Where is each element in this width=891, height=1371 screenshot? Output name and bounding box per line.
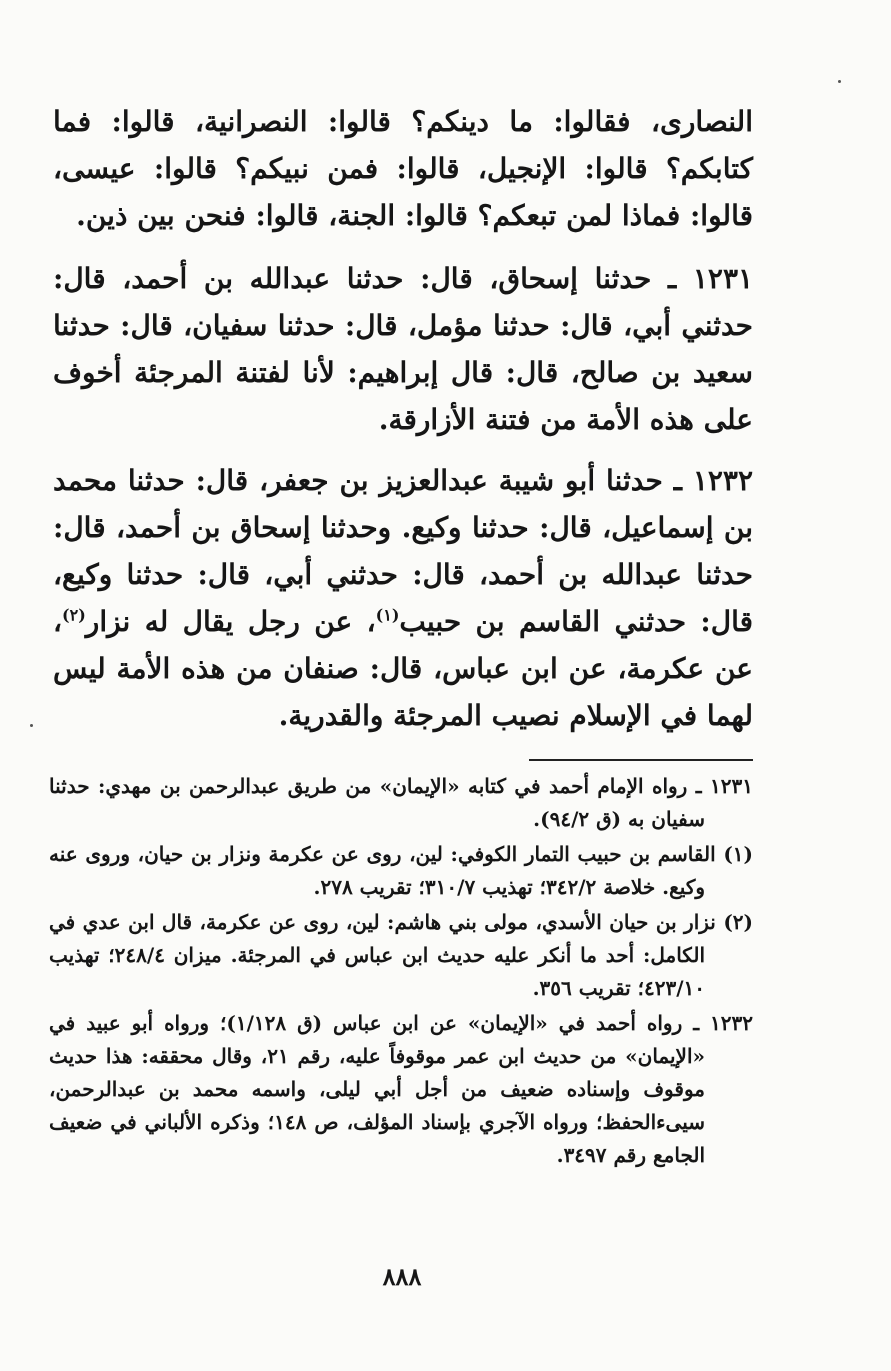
footnote-label: ١٢٣١ ـ: [695, 774, 754, 798]
footnotes: [49, 770, 753, 1174]
footnote-label: (١): [723, 842, 754, 866]
hadith-number-1231: ١٢٣١ ـ: [668, 262, 754, 295]
footnote-text: رواه أحمد في «الإيمان» عن ابن عباس (ق ١/١٢٨)؛ ورواه أبو عبيد في «الإيمان» من حديث ابن عمر موقوفاً عليه، رقم ٢١، وقال محققه: هذا حديث موقوف وإسناده ضعيف من أجل أبي ليلى، واسمه محمد بن عبدالرحمن، سيىءالحفظ؛ ورواه الآجري بإسناد المؤلف، ص ١٤٨؛ وذكره الألباني في ضعيف الجامع رقم ٣٤٩٧.: [49, 1011, 705, 1167]
hadith-text-1232-part2: ، عن رجل يقال له نزار: [85, 605, 376, 638]
footnote-text: القاسم بن حبيب التمار الكوفي: لين، روى عن عكرمة ونزار بن حيان، وروى عنه وكيع. خلاصة ٣٤٢/٢؛ تهذيب ٣١٠/٧؛ تقريب ٢٧٨.: [49, 842, 716, 899]
paragraph-continuation: النصارى، فقالوا: ما دينكم؟ قالوا: النصرانية، قالوا: فما كتابكم؟ قالوا: الإنجيل، قالوا: فمن نبيكم؟ قالوا: عيسى، قالوا: فماذا لمن تبعكم؟ قالوا: الجنة، قالوا: فنحن بين ذين.: [53, 105, 753, 232]
main-text: [53, 98, 753, 753]
footnote-divider: [529, 759, 753, 761]
footnote-text: رواه الإمام أحمد في كتابه «الإيمان» من طريق عبدالرحمن بن مهدي: حدثنا سفيان به (ق ٩٤/٢).: [49, 774, 705, 831]
footnote-1: [49, 838, 753, 904]
footnote-ref-2: (٢): [62, 605, 86, 625]
hadith-1232: [53, 457, 753, 739]
hadith-number-1232: ١٢٣٢ ـ: [673, 464, 753, 497]
footnote-label: (٢): [723, 910, 753, 934]
hadith-text-1231: حدثنا إسحاق، قال: حدثنا عبدالله بن أحمد، قال: حدثني أبي، قال: حدثنا مؤمل، قال: حدثنا سفيان، قال: حدثنا سعيد بن صالح، قال: قال إبراهيم: لأنا لفتنة المرجئة أخوف على هذه الأمة من فتنة الأزارقة.: [53, 262, 753, 436]
hadith-text-1232-part3: ، عن عكرمة، عن ابن عباس، قال: صنفان من هذه الأمة ليس لهما في الإسلام نصيب المرجئة والقدرية.: [53, 605, 753, 732]
footnote-ref-1: (١): [375, 605, 400, 625]
scan-speck: [838, 80, 841, 83]
footnote-label: ١٢٣٢ ـ: [693, 1011, 754, 1035]
hadith-1231: [53, 255, 753, 443]
scan-speck: [30, 724, 33, 727]
footnote-2: [49, 906, 753, 1005]
footnote-1232: [49, 1007, 753, 1172]
hadith-text-1232-part1: حدثنا أبو شيبة عبدالعزيز بن جعفر، قال: حدثنا محمد بن إسماعيل، قال: حدثنا وكيع. وحدثنا إسحاق بن أحمد، قال: حدثنا عبدالله بن أحمد، قال: حدثني أبي، قال: حدثنا وكيع، قال: حدثني القاسم بن حبيب: [53, 464, 753, 638]
page-number: ٨٨٨: [382, 1262, 422, 1291]
footnote-1231: [49, 770, 753, 836]
footnote-text: نزار بن حيان الأسدي، مولى بني هاشم: لين، روى عن عكرمة، قال ابن عدي في الكامل: أحد ما أنكر عليه حديث ابن عباس في المرجئة. ميزان ٢٤٨/٤؛ تهذيب ٤٢٣/١٠؛ تقريب ٣٥٦.: [49, 910, 716, 1000]
